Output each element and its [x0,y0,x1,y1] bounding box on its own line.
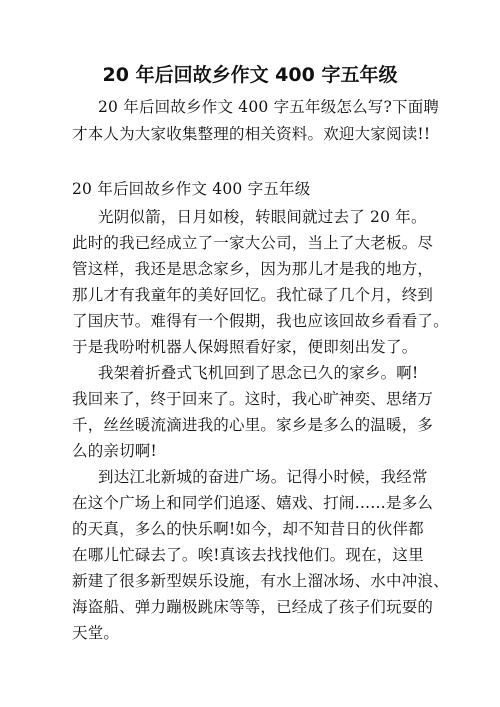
paragraph-3-line-5: 新建了很多新型娱乐设施，有水上溜冰场、水中冲浪、 [72,572,449,590]
paragraph-2-line-1: 我架着折叠式飞机回到了思念已久的家乡。啊! [98,364,419,382]
paragraph-2-line-3: 千，丝丝暖流滴进我的心里。家乡是多么的温暖，多 [72,416,434,434]
paragraph-3-line-7: 天堂。 [72,624,120,642]
intro-line-1: 20 年后回故乡作文 400 字五年级怎么写?下面聘 [98,98,440,116]
paragraph-1-line-2: 此时的我已经成立了一家大公司，当上了大老板。尽 [72,234,434,252]
intro-line-2: 才本人为大家收集整理的相关资料。欢迎大家阅读!! [72,125,431,143]
paragraph-1-line-5: 了国庆节。难得有一个假期，我也应该回故乡看看了。 [72,312,449,330]
paragraph-3-line-3: 的天真，多么的快乐啊!如今，却不知昔日的伙伴都 [72,520,424,538]
paragraph-3-line-1: 到达江北新城的奋进广场。记得小时候，我经常 [98,468,428,486]
section-heading: 20 年后回故乡作文 400 字五年级 [72,180,311,198]
paragraph-1-line-3: 管这样，我还是思念家乡，因为那儿才是我的地方， [72,260,434,278]
paragraph-1-line-6: 于是我吩咐机器人保姆照看好家，便即刻出发了。 [72,338,418,356]
paragraph-3-line-6: 海盗船、弹力蹦极跳床等等，已经成了孩子们玩耍的 [72,598,434,616]
paragraph-1-line-4: 那儿才有我童年的美好回忆。我忙碌了几个月，终到 [72,286,434,304]
document-title: 20 年后回故乡作文 400 字五年级 [102,64,398,86]
paragraph-2-line-4: 么的亲切啊! [72,442,157,460]
paragraph-3-line-2: 在这个广场上和同学们追逐、嬉戏、打闹……是多么 [72,494,434,512]
paragraph-3-line-4: 在哪儿忙碌去了。唉!真该去找找他们。现在，这里 [72,546,424,564]
paragraph-1-line-1: 光阴似箭，日月如梭，转眼间就过去了 20 年。 [98,208,427,226]
paragraph-2-line-2: 我回来了，终于回来了。这时，我心旷神奕、思绪万 [72,390,434,408]
